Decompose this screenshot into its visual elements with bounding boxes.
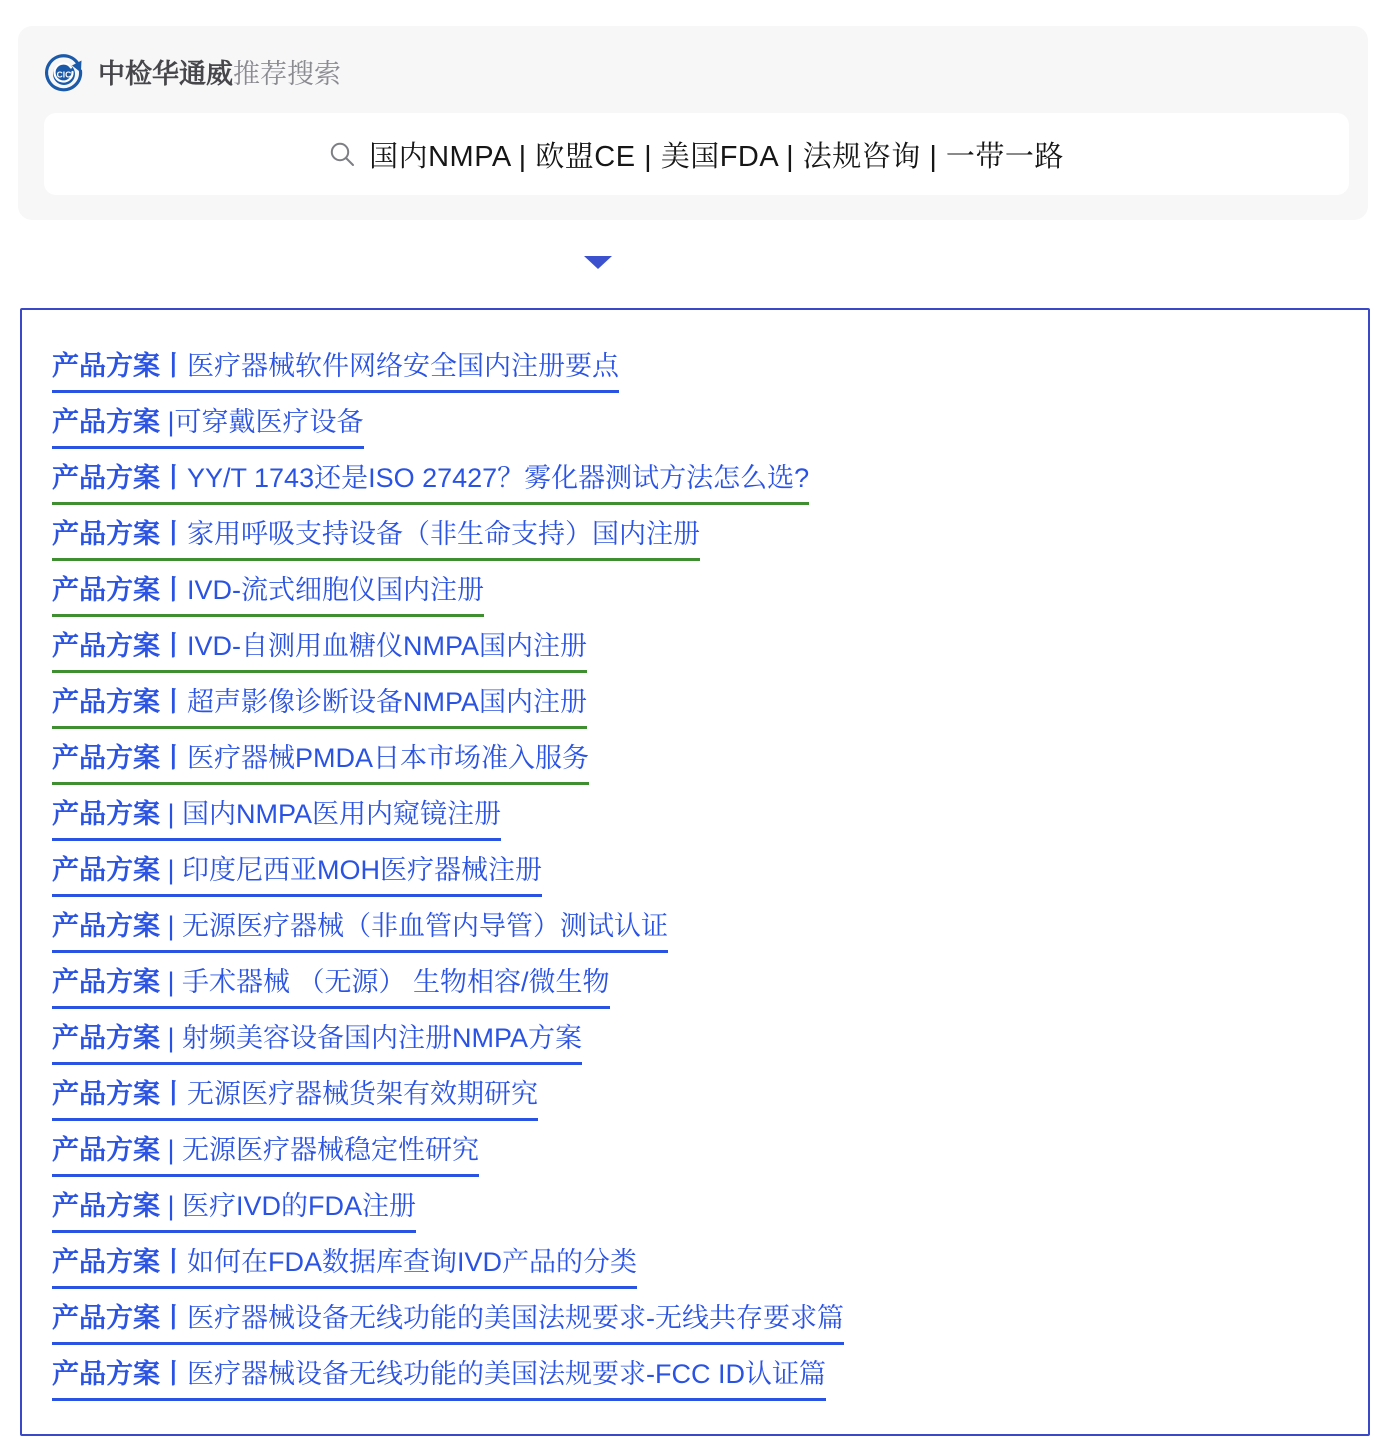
solution-link[interactable] [52, 1078, 538, 1121]
brand-row [44, 52, 341, 96]
solution-link-prefix: 产品方案丨 [52, 351, 187, 381]
solution-link[interactable] [52, 350, 619, 393]
list-row [52, 518, 1338, 561]
solution-link-prefix: 产品方案丨 [52, 1359, 187, 1389]
list-row [52, 1078, 1338, 1121]
solution-link[interactable] [52, 966, 610, 1009]
solution-link[interactable] [52, 630, 587, 673]
list-row [52, 1302, 1338, 1345]
solution-link-title: | 射频美容设备国内注册NMPA方案 [160, 1023, 583, 1053]
solution-link-title: YY/T 1743还是ISO 27427？雾化器测试方法怎么选? [187, 463, 810, 493]
solution-link-title: | 无源医疗器械（非血管内导管）测试认证 [160, 911, 669, 941]
search-placeholder-text: 国内NMPA | 欧盟CE | 美国FDA | 法规咨询 | 一带一路 [369, 140, 1064, 173]
list-row [52, 966, 1338, 1009]
list-row [52, 910, 1338, 953]
solution-link[interactable] [52, 1134, 479, 1177]
solution-link[interactable] [52, 686, 587, 729]
solution-link[interactable] [52, 1358, 826, 1401]
solution-link-prefix: 产品方案 [52, 1191, 160, 1221]
solution-link-title: | 手术器械 （无源） 生物相容/微生物 [160, 967, 610, 997]
solution-link-prefix: 产品方案丨 [52, 1247, 187, 1277]
recommendation-list [22, 310, 1368, 1401]
recommendation-panel [20, 308, 1370, 1436]
solution-link-prefix: 产品方案丨 [52, 463, 187, 493]
solution-link-prefix: 产品方案丨 [52, 1079, 187, 1109]
expand-toggle-button[interactable] [583, 254, 613, 270]
list-row [52, 406, 1338, 449]
solution-link-title: 家用呼吸支持设备（非生命支持）国内注册 [187, 519, 700, 549]
solution-link-prefix: 产品方案 [52, 1135, 160, 1165]
list-row [52, 742, 1338, 785]
ccic-logo-icon [44, 54, 84, 94]
solution-link-title: 医疗器械设备无线功能的美国法规要求-FCC ID认证篇 [187, 1359, 826, 1389]
solution-link-title: |可穿戴医疗设备 [160, 407, 364, 437]
solution-link-title: IVD-流式细胞仪国内注册 [187, 575, 484, 605]
search-input[interactable] [44, 113, 1349, 195]
solution-link-title: 医疗器械软件网络安全国内注册要点 [187, 351, 619, 381]
solution-link-prefix: 产品方案丨 [52, 687, 187, 717]
list-row [52, 462, 1338, 505]
solution-link[interactable] [52, 574, 484, 617]
list-row [52, 1190, 1338, 1233]
solution-link-prefix: 产品方案 [52, 407, 160, 437]
solution-link-prefix: 产品方案丨 [52, 1303, 187, 1333]
search-icon [329, 141, 355, 167]
brand-subtitle: 推荐搜索 [233, 59, 341, 89]
list-row [52, 1246, 1338, 1289]
list-row [52, 350, 1338, 393]
brand-name: 中检华通威 [98, 59, 233, 89]
list-row [52, 1358, 1338, 1401]
solution-link[interactable] [52, 1246, 637, 1289]
solution-link-prefix: 产品方案 [52, 855, 160, 885]
chevron-down-icon [584, 256, 612, 269]
solution-link-prefix: 产品方案 [52, 911, 160, 941]
solution-link-title: 无源医疗器械货架有效期研究 [187, 1079, 538, 1109]
solution-link[interactable] [52, 1302, 844, 1345]
list-row [52, 854, 1338, 897]
solution-link-title: 医疗器械PMDA日本市场准入服务 [187, 743, 590, 773]
solution-link-title: 医疗器械设备无线功能的美国法规要求-无线共存要求篇 [187, 1303, 844, 1333]
solution-link-prefix: 产品方案 [52, 1023, 160, 1053]
solution-link-prefix: 产品方案丨 [52, 743, 187, 773]
list-row [52, 798, 1338, 841]
solution-link-title: 超声影像诊断设备NMPA国内注册 [187, 687, 588, 717]
solution-link[interactable] [52, 406, 364, 449]
list-row [52, 1022, 1338, 1065]
list-row [52, 574, 1338, 617]
recommended-search-card [18, 26, 1368, 220]
solution-link-title: | 印度尼西亚MOH医疗器械注册 [160, 855, 543, 885]
solution-link[interactable] [52, 462, 809, 505]
solution-link-title: | 无源医疗器械稳定性研究 [160, 1135, 480, 1165]
solution-link[interactable] [52, 910, 668, 953]
solution-link-prefix: 产品方案丨 [52, 519, 187, 549]
solution-link-prefix: 产品方案丨 [52, 575, 187, 605]
solution-link[interactable] [52, 742, 589, 785]
solution-link-title: IVD-自测用血糖仪NMPA国内注册 [187, 631, 588, 661]
solution-link-prefix: 产品方案丨 [52, 631, 187, 661]
svg-text:CIC: CIC [56, 69, 72, 80]
solution-link[interactable] [52, 1022, 582, 1065]
list-row [52, 630, 1338, 673]
solution-link-prefix: 产品方案 [52, 967, 160, 997]
solution-link-prefix: 产品方案 [52, 799, 160, 829]
solution-link[interactable] [52, 854, 542, 897]
solution-link-title: 如何在FDA数据库查询IVD产品的分类 [187, 1247, 638, 1277]
solution-link[interactable] [52, 1190, 416, 1233]
list-row [52, 686, 1338, 729]
list-row [52, 1134, 1338, 1177]
solution-link[interactable] [52, 518, 700, 561]
page-title [98, 54, 341, 94]
solution-link[interactable] [52, 798, 501, 841]
solution-link-title: | 国内NMPA医用内窥镜注册 [160, 799, 502, 829]
solution-link-title: | 医疗IVD的FDA注册 [160, 1191, 417, 1221]
